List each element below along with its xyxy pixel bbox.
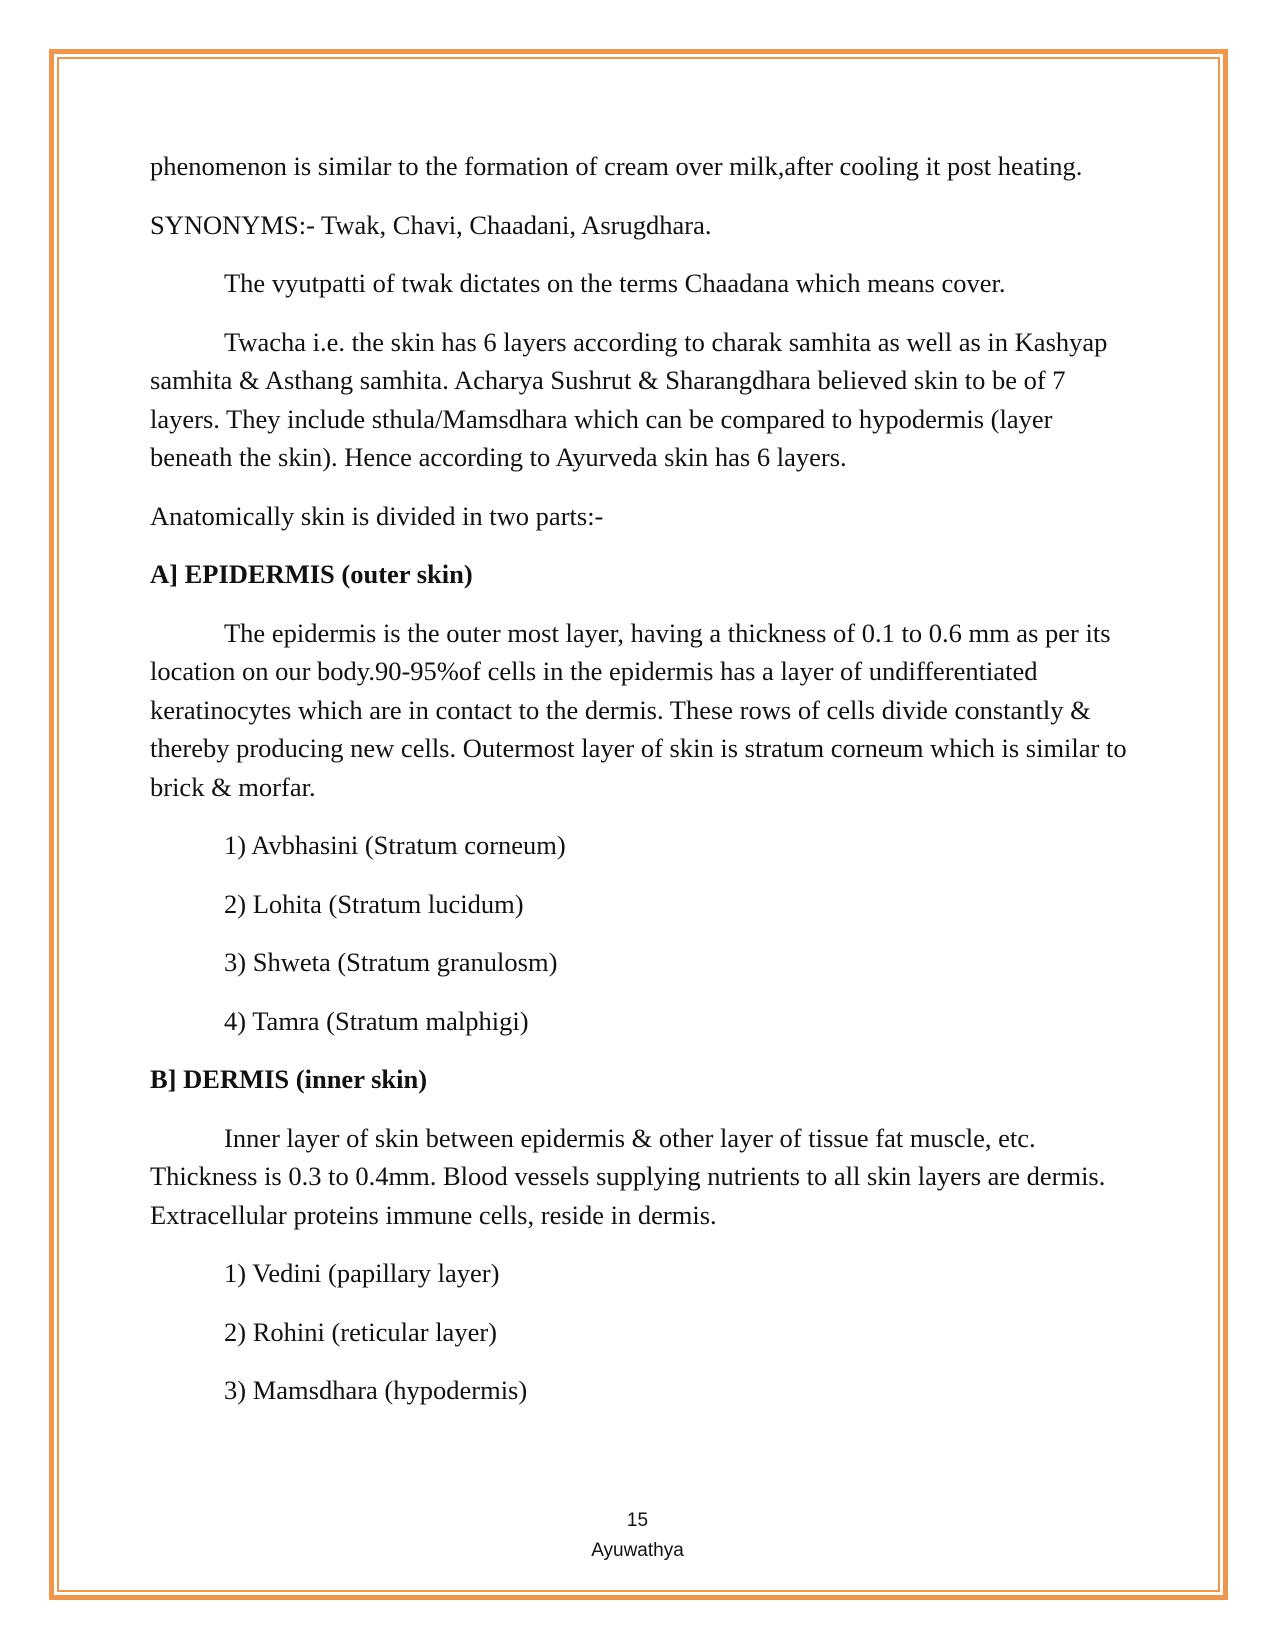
epidermis-item: 2) Lohita (Stratum lucidum): [224, 888, 524, 919]
epidermis-item: 3) Shweta (Stratum granulosm): [224, 947, 558, 977]
page-content: [150, 147, 1130, 1410]
synonyms-line: SYNONYMS:- Twak, Chavi, Chaadani, Asrugdhara.: [150, 209, 712, 240]
dermis-item: 1) Vedini (papillary layer): [224, 1258, 500, 1288]
dermis-item: 3) Mamsdhara (hypodermis): [224, 1375, 528, 1405]
vyutpatti-paragraph: The vyutpatti of twak dictates on the terms Chaadana which means cover.: [224, 268, 1006, 298]
epidermis-heading: A] EPIDERMIS (outer skin): [150, 559, 473, 589]
anatomical-intro: Anatomically skin is divided in two parts:-: [150, 500, 604, 531]
dermis-item: 2) Rohini (reticular layer): [224, 1316, 497, 1347]
dermis-heading: B] DERMIS (inner skin): [150, 1064, 428, 1094]
epidermis-item: 1) Avbhasini (Stratum corneum): [224, 830, 566, 860]
publication-name: Ayuwathya: [591, 1540, 684, 1561]
epidermis-description: The epidermis is the outer most layer, having a thickness of 0.1 to 0.6 mm as per its location on our body.90-95%of cells in the epidermis has a layer of undifferentiated keratinocytes which are in contact to the dermis. These rows of cells divide constantly & thereby producing new cells. Outermost layer of skin is stratum corneum which is similar to brick & morfar.: [150, 617, 1127, 802]
dermis-description: Inner layer of skin between epidermis & other layer of tissue fat muscle, etc. Thickness is 0.3 to 0.4mm. Blood vessels supplying nutrients to all skin layers are dermis. Extracellular proteins immune cells, reside in dermis.: [150, 1122, 1106, 1230]
epidermis-item: 4) Tamra (Stratum malphigi): [224, 1005, 529, 1036]
page-number: 15: [626, 1510, 649, 1531]
layers-paragraph: Twacha i.e. the skin has 6 layers according to charak samhita as well as in Kashyap samhita & Asthang samhita. Acharya Sushrut & Sharangdhara believed skin to be of 7 layers. They include sthula/Mamsdhara which can be compared to hypodermis (layer beneath the skin). Hence according to Ayurveda skin has 6 layers.: [150, 326, 1108, 472]
paragraph-continuation: phenomenon is similar to the formation of cream over milk,after cooling it post heating.: [150, 151, 1083, 181]
